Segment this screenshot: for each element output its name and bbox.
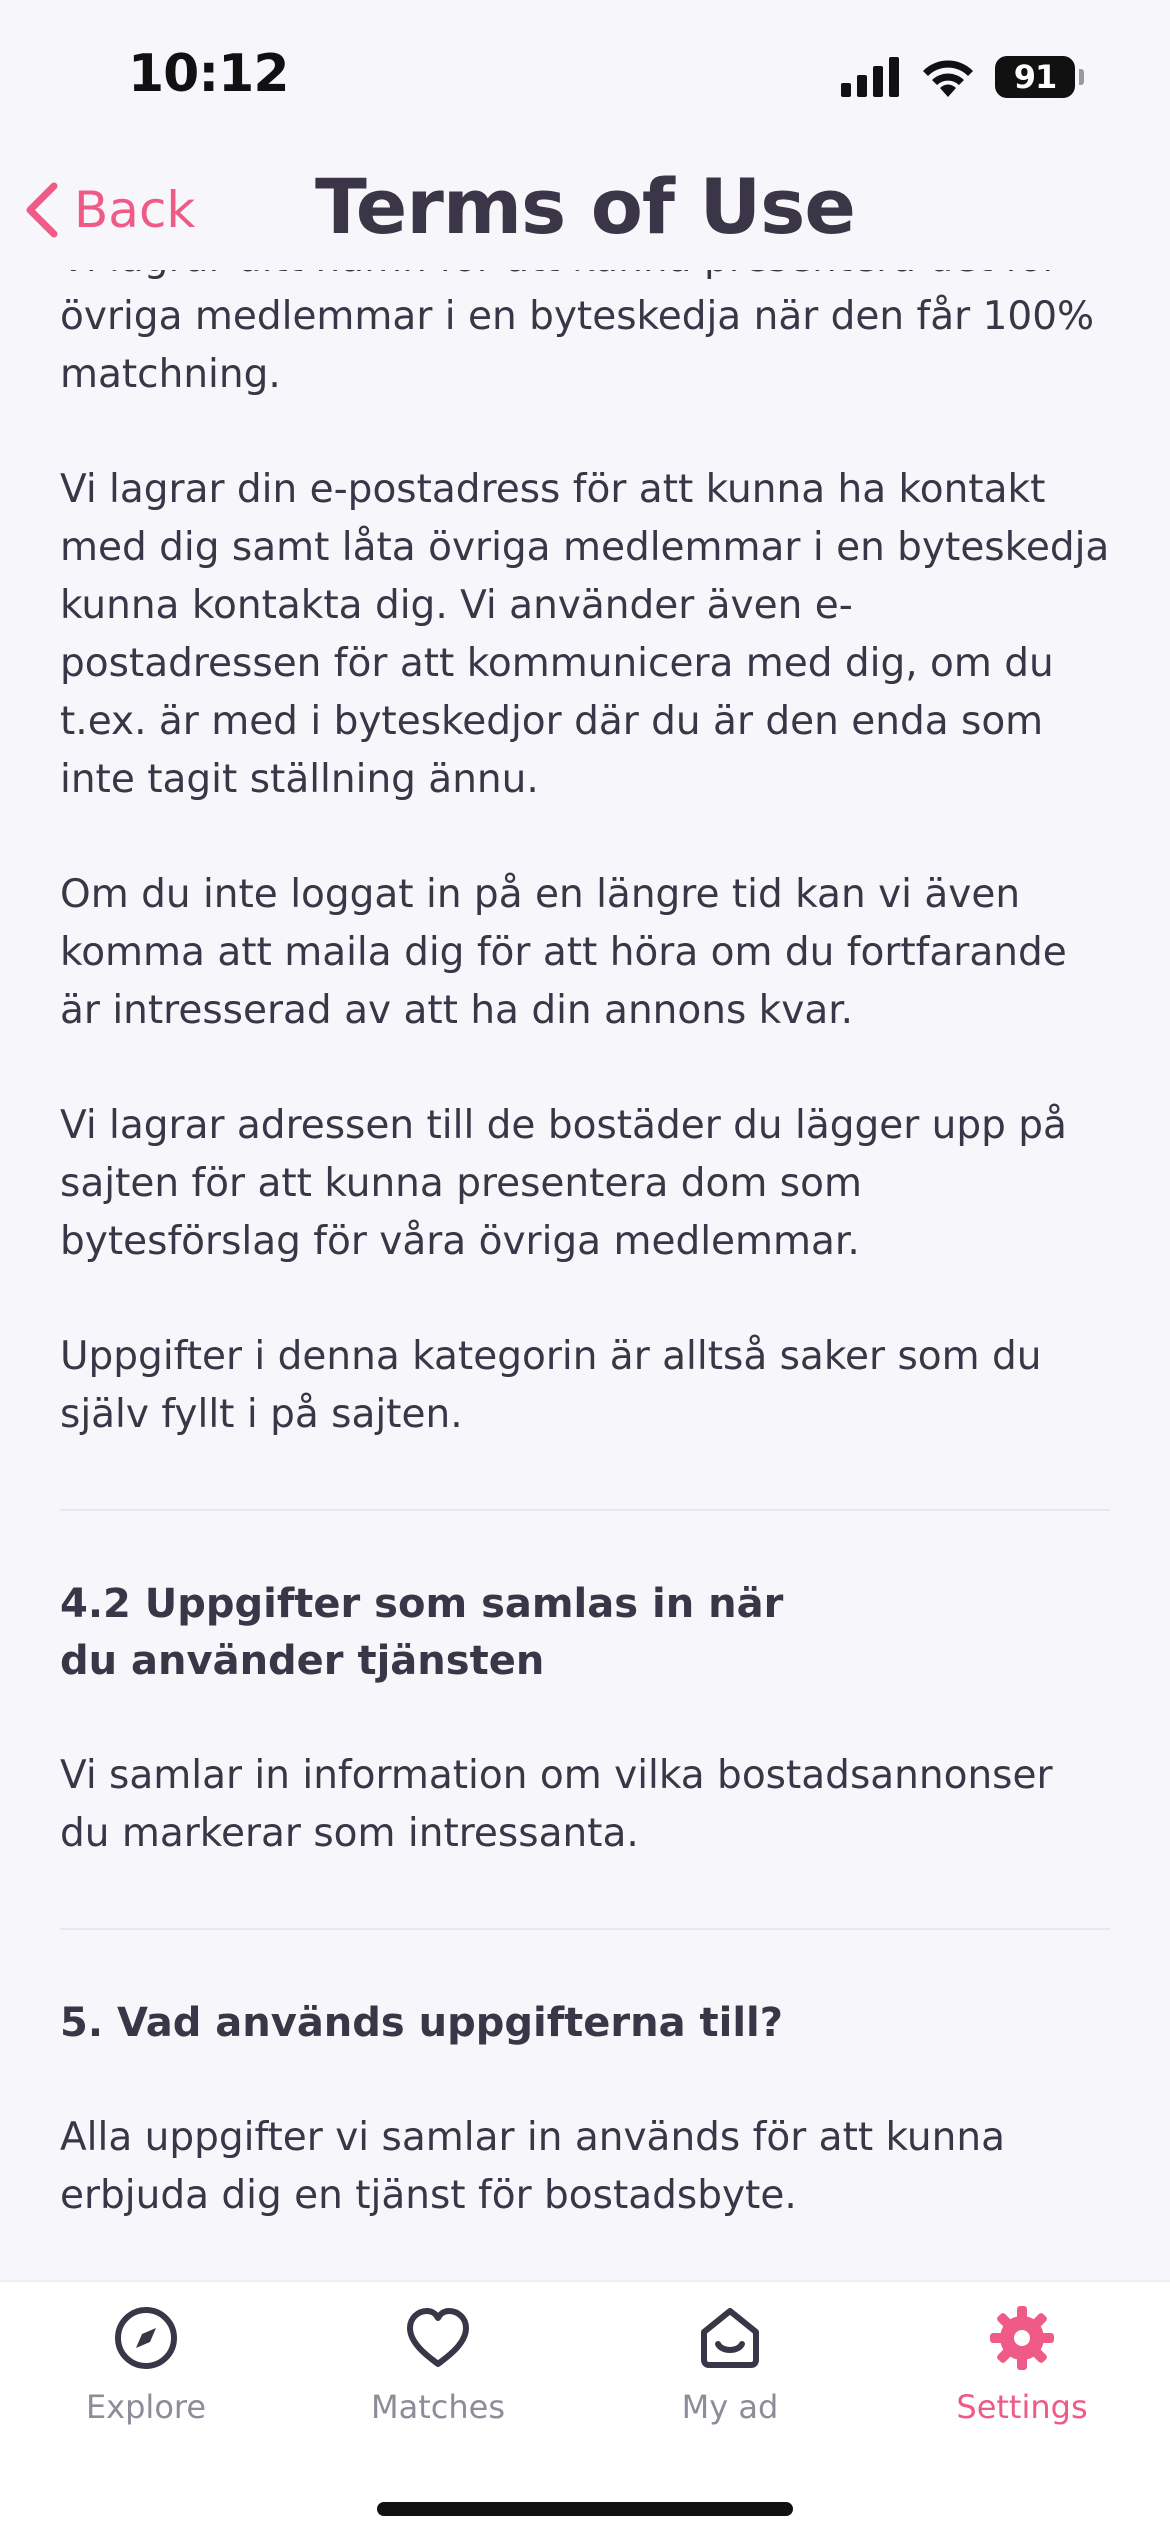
section-body-4-2: Vi samlar in information om vilka bostadsannonser du markerar som intressanta. [60, 1753, 1053, 1856]
back-label: Back [74, 181, 196, 239]
tab-label-my-ad: My ad [681, 2388, 779, 2426]
paragraph-inactive-login: Om du inte loggat in på en längre tid kan vi även komma att maila dig för att höra om du fortfarande är intresserad av att ha din annons kvar. [60, 872, 1067, 1033]
section-heading-5: 5. Vad används uppgifterna till? [60, 2000, 783, 2046]
section-body-5: Alla uppgifter vi samlar in används för att kunna erbjuda dig en tjänst för bostadsbyte. [60, 2115, 1005, 2218]
content-inner [60, 250, 1110, 2225]
divider [60, 1928, 1110, 1930]
status-bar [0, 0, 1170, 150]
tab-my-ad[interactable] [584, 2302, 876, 2452]
nav-header [0, 150, 1170, 270]
battery-indicator [995, 56, 1084, 98]
tab-bar [0, 2280, 1170, 2532]
compass-icon [110, 2302, 182, 2374]
status-time: 10:12 [128, 44, 289, 104]
divider [60, 1509, 1110, 1511]
heart-icon [402, 2302, 474, 2374]
chevron-left-icon [24, 182, 60, 238]
home-indicator[interactable] [377, 2502, 793, 2516]
tab-settings[interactable] [876, 2302, 1168, 2452]
page-title: Terms of Use [315, 162, 855, 251]
paragraph-category-summary: Uppgifter i denna kategorin är alltså saker som du själv fyllt i på sajten. [60, 1334, 1042, 1437]
battery-nub [1079, 69, 1084, 85]
paragraph-email-storage: Vi lagrar din e-postadress för att kunna ha kontakt med dig samt låta övriga medlemmar i en byteskedja kunna kontakta dig. Vi använder även e-postadressen för att kommunicera med dig, om du t.ex. är med i byteskedjor där du är den enda som inte tagit ställning ännu. [60, 467, 1110, 802]
home-smile-icon [694, 2302, 766, 2374]
back-button[interactable] [24, 174, 195, 246]
paragraph-address-storage: Vi lagrar adressen till de bostäder du lägger upp på sajten för att kunna presentera dom som bytesförslag för våra övriga medlemmar. [60, 1103, 1067, 1264]
wifi-icon [921, 57, 975, 97]
tab-explore[interactable] [0, 2302, 292, 2452]
battery-icon: 91 [995, 56, 1075, 98]
signal-icon [841, 57, 901, 97]
section-heading-4-2: 4.2 Uppgifter som samlas in när du använder tjänsten [60, 1581, 784, 1684]
gear-icon [986, 2302, 1058, 2374]
status-icons [841, 54, 1084, 100]
tab-label-explore: Explore [85, 2388, 207, 2426]
tab-label-matches: Matches [371, 2388, 505, 2426]
tab-label-settings: Settings [956, 2388, 1088, 2426]
tab-matches[interactable] [292, 2302, 584, 2452]
paragraph-name-storage: övriga medlemmar i en byteskedja när den får 100% matchning. [60, 294, 1095, 397]
terms-content[interactable] [60, 250, 1110, 2280]
